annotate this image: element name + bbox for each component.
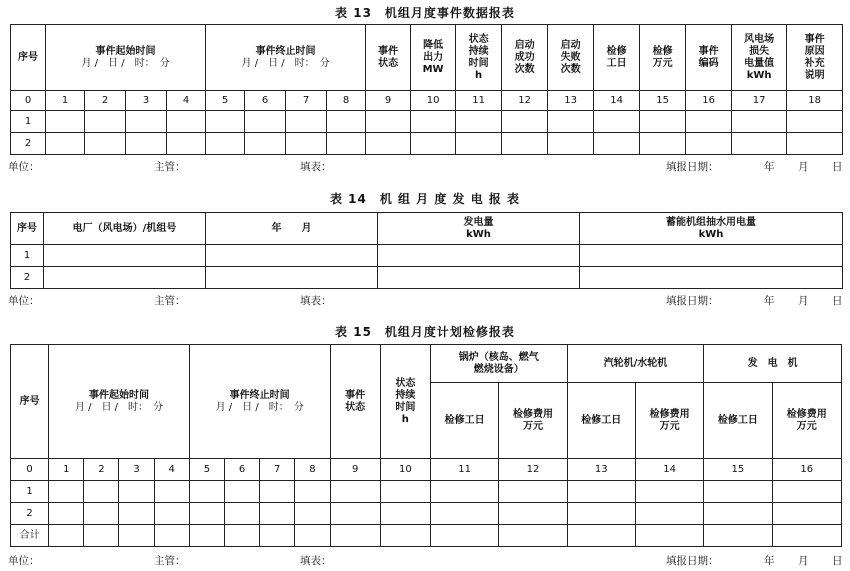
table-cell bbox=[189, 481, 224, 503]
table-cell bbox=[167, 133, 206, 155]
t14-header-plant: 电厂（风电场）/机组号 bbox=[44, 213, 206, 245]
table-cell bbox=[225, 503, 260, 525]
month-label: 月 bbox=[798, 161, 809, 173]
table14 bbox=[10, 212, 843, 289]
table14-title: 表 14 机 组 月 度 发 电 报 表 bbox=[329, 192, 521, 206]
table-cell bbox=[380, 525, 430, 547]
t13-start-sub: 月 / 日 / 时： 分 bbox=[81, 57, 170, 69]
t13-header-end-time bbox=[206, 25, 366, 91]
column-number: 13 bbox=[567, 459, 635, 481]
table-cell bbox=[119, 525, 154, 547]
column-number: 5 bbox=[206, 91, 245, 111]
t15-footer bbox=[8, 553, 842, 567]
t13-number-row bbox=[11, 91, 843, 111]
t14-header-year-month: 年 月 bbox=[206, 213, 378, 245]
table-cell bbox=[245, 111, 286, 133]
table-cell bbox=[206, 111, 245, 133]
table-cell bbox=[499, 525, 567, 547]
date-label: 填报日期： bbox=[666, 161, 719, 173]
t15-header-seq: 序号 bbox=[11, 345, 49, 459]
table15 bbox=[10, 344, 842, 547]
t15-boiler-days: 检修工日 bbox=[430, 383, 498, 459]
table-row bbox=[11, 503, 842, 525]
column-number: 6 bbox=[245, 91, 286, 111]
t14-row-seq: 1 bbox=[11, 245, 44, 267]
column-number: 14 bbox=[635, 459, 703, 481]
column-number: 1 bbox=[49, 459, 84, 481]
table-cell bbox=[704, 503, 772, 525]
column-number: 4 bbox=[154, 459, 189, 481]
column-number: 15 bbox=[704, 459, 772, 481]
column-number: 2 bbox=[84, 459, 119, 481]
row-seq: 1 bbox=[11, 111, 46, 133]
column-number: 6 bbox=[225, 459, 260, 481]
table-cell bbox=[499, 481, 567, 503]
table-cell bbox=[49, 525, 84, 547]
table-cell bbox=[380, 481, 430, 503]
table-cell bbox=[49, 503, 84, 525]
table-cell bbox=[456, 111, 502, 133]
t13-header-seq: 序号 bbox=[11, 25, 46, 91]
table-cell bbox=[502, 111, 548, 133]
table-cell bbox=[295, 503, 330, 525]
table-cell bbox=[46, 111, 85, 133]
t15-header-boiler: 锅炉（核岛、燃气 燃烧设备） bbox=[430, 345, 567, 383]
table-cell bbox=[411, 133, 456, 155]
column-number: 14 bbox=[594, 91, 640, 111]
table15-title: 表 15 机组月度计划检修报表 bbox=[335, 325, 515, 339]
t15-header-duration: 状态 持续 时间 h bbox=[380, 345, 430, 459]
column-number: 10 bbox=[411, 91, 456, 111]
table-cell bbox=[704, 481, 772, 503]
table-cell bbox=[772, 481, 841, 503]
filler-label: 填表： bbox=[300, 295, 332, 307]
unit-label: 单位： bbox=[8, 295, 40, 307]
table-cell bbox=[732, 133, 787, 155]
table-cell bbox=[85, 133, 126, 155]
t13-header-start-fail: 启动 失败 次数 bbox=[548, 25, 594, 91]
day-label: 日 bbox=[832, 161, 843, 173]
month-label: 月 bbox=[798, 295, 809, 307]
column-number: 1 bbox=[46, 91, 85, 111]
table-cell bbox=[295, 525, 330, 547]
column-number: 5 bbox=[189, 459, 224, 481]
column-number: 16 bbox=[772, 459, 841, 481]
t15-number-row bbox=[11, 459, 842, 481]
t15-boiler-cost: 检修费用 万元 bbox=[499, 383, 567, 459]
supervisor-label: 主管： bbox=[154, 295, 186, 307]
table-cell bbox=[567, 503, 635, 525]
table-cell bbox=[206, 133, 245, 155]
table-cell bbox=[46, 133, 85, 155]
table-cell bbox=[594, 111, 640, 133]
table-cell bbox=[49, 481, 84, 503]
t15-start-label: 事件起始时间 bbox=[89, 389, 149, 401]
t15-end-label: 事件终止时间 bbox=[229, 389, 290, 401]
t13-footer bbox=[8, 159, 842, 173]
unit-label: 单位： bbox=[8, 161, 40, 173]
table-cell bbox=[154, 525, 189, 547]
table-cell bbox=[260, 503, 295, 525]
row-seq: 2 bbox=[11, 133, 46, 155]
table-cell bbox=[548, 133, 594, 155]
column-number: 12 bbox=[499, 459, 567, 481]
t15-start-sub: 月 / 日 / 时： 分 bbox=[74, 401, 164, 413]
table-cell bbox=[635, 503, 703, 525]
date-label: 填报日期： bbox=[666, 295, 719, 307]
table-cell bbox=[225, 525, 260, 547]
column-number: 4 bbox=[167, 91, 206, 111]
column-number: 0 bbox=[11, 459, 49, 481]
table-cell bbox=[225, 481, 260, 503]
filler-label: 填表： bbox=[300, 161, 332, 173]
table-cell bbox=[327, 111, 366, 133]
t13-header-repair-days: 检修 工日 bbox=[594, 25, 640, 91]
column-number: 10 bbox=[380, 459, 430, 481]
t13-header-wind-loss: 风电场 损失 电量值 kWh bbox=[732, 25, 787, 91]
column-number: 12 bbox=[502, 91, 548, 111]
table-cell bbox=[126, 111, 167, 133]
table-cell bbox=[704, 525, 772, 547]
year-label: 年 bbox=[764, 161, 775, 173]
table-cell bbox=[84, 503, 119, 525]
table-cell bbox=[640, 111, 686, 133]
t13-header-cause: 事件 原因 补充 说明 bbox=[787, 25, 843, 91]
column-number: 8 bbox=[327, 91, 366, 111]
table-cell bbox=[330, 481, 380, 503]
table-cell bbox=[567, 525, 635, 547]
table-cell bbox=[189, 525, 224, 547]
column-number: 3 bbox=[119, 459, 154, 481]
table-cell bbox=[366, 111, 411, 133]
table-cell bbox=[295, 481, 330, 503]
t15-generator-cost: 检修费用 万元 bbox=[772, 383, 841, 459]
column-number: 17 bbox=[732, 91, 787, 111]
table-cell bbox=[85, 111, 126, 133]
table-cell bbox=[260, 525, 295, 547]
t15-end-sub: 月 / 日 / 时： 分 bbox=[215, 401, 304, 413]
table-cell bbox=[245, 133, 286, 155]
t13-header-derate: 降低 出力 MW bbox=[411, 25, 456, 91]
table-cell bbox=[686, 111, 732, 133]
table-cell bbox=[732, 111, 787, 133]
table-row bbox=[11, 133, 843, 155]
column-number: 2 bbox=[85, 91, 126, 111]
column-number: 7 bbox=[260, 459, 295, 481]
table-cell bbox=[330, 525, 380, 547]
t13-header-start-ok: 启动 成功 次数 bbox=[502, 25, 548, 91]
t15-turbine-days: 检修工日 bbox=[567, 383, 635, 459]
day-label: 日 bbox=[832, 295, 843, 307]
t13-end-label: 事件终止时间 bbox=[255, 45, 316, 57]
column-number: 7 bbox=[286, 91, 327, 111]
table-cell bbox=[119, 481, 154, 503]
supervisor-label: 主管： bbox=[154, 161, 186, 173]
t15-generator-days: 检修工日 bbox=[704, 383, 772, 459]
row-seq: 1 bbox=[11, 481, 49, 503]
t13-header-duration: 状态 持续 时间 h bbox=[456, 25, 502, 91]
table-cell bbox=[787, 111, 843, 133]
table-cell bbox=[126, 133, 167, 155]
table-cell bbox=[640, 133, 686, 155]
t15-header-turbine: 汽轮机/水轮机 bbox=[567, 345, 704, 383]
column-number: 9 bbox=[366, 91, 411, 111]
t14-header-seq: 序号 bbox=[11, 213, 44, 245]
unit-label: 单位： bbox=[8, 555, 40, 567]
column-number: 11 bbox=[430, 459, 498, 481]
table-cell bbox=[635, 525, 703, 547]
column-number: 3 bbox=[126, 91, 167, 111]
filler-label: 填表： bbox=[300, 555, 332, 567]
table-cell bbox=[411, 111, 456, 133]
table-cell bbox=[772, 525, 841, 547]
t13-header-code: 事件 编码 bbox=[686, 25, 732, 91]
column-number: 0 bbox=[11, 91, 46, 111]
t15-header-state: 事件 状态 bbox=[330, 345, 380, 459]
table-cell bbox=[594, 133, 640, 155]
table-cell bbox=[430, 525, 498, 547]
day-label: 日 bbox=[832, 555, 843, 567]
table-cell bbox=[772, 503, 841, 525]
table-cell bbox=[167, 111, 206, 133]
table-cell bbox=[567, 481, 635, 503]
t13-header-repair-cost: 检修 万元 bbox=[640, 25, 686, 91]
table-cell bbox=[635, 481, 703, 503]
table-cell bbox=[380, 503, 430, 525]
table-cell bbox=[502, 133, 548, 155]
t14-header-pump: 蓄能机组抽水用电量 kWh bbox=[580, 213, 843, 245]
table-cell bbox=[327, 133, 366, 155]
table-cell bbox=[456, 133, 502, 155]
month-label: 月 bbox=[798, 555, 809, 567]
table-cell bbox=[430, 503, 498, 525]
column-number: 16 bbox=[686, 91, 732, 111]
table-row bbox=[11, 245, 843, 267]
table-cell bbox=[366, 133, 411, 155]
t15-header-end-time bbox=[189, 345, 330, 459]
table-cell bbox=[686, 133, 732, 155]
t15-header-generator: 发 电 机 bbox=[704, 345, 842, 383]
t13-end-sub: 月 / 日 / 时： 分 bbox=[241, 57, 330, 69]
table-row bbox=[11, 481, 842, 503]
table13 bbox=[10, 24, 843, 155]
column-number: 13 bbox=[548, 91, 594, 111]
table-row bbox=[11, 111, 843, 133]
table-cell bbox=[154, 481, 189, 503]
t14-footer bbox=[8, 293, 842, 307]
year-label: 年 bbox=[764, 295, 775, 307]
table-cell bbox=[84, 525, 119, 547]
t13-header-start-time bbox=[46, 25, 206, 91]
table-cell bbox=[430, 481, 498, 503]
table-row bbox=[11, 267, 843, 289]
t14-row-seq: 2 bbox=[11, 267, 44, 289]
table-cell bbox=[286, 133, 327, 155]
table-cell bbox=[84, 481, 119, 503]
table-cell bbox=[499, 503, 567, 525]
table-row bbox=[11, 525, 842, 547]
row-seq: 合计 bbox=[11, 525, 49, 547]
table13-title: 表 13 机组月度事件数据报表 bbox=[335, 6, 515, 20]
table-cell bbox=[330, 503, 380, 525]
table-cell bbox=[787, 133, 843, 155]
year-label: 年 bbox=[764, 555, 775, 567]
table-cell bbox=[260, 481, 295, 503]
column-number: 8 bbox=[295, 459, 330, 481]
date-label: 填报日期： bbox=[666, 555, 719, 567]
t15-turbine-cost: 检修费用 万元 bbox=[635, 383, 703, 459]
table-cell bbox=[154, 503, 189, 525]
column-number: 9 bbox=[330, 459, 380, 481]
t13-header-state: 事件 状态 bbox=[366, 25, 411, 91]
column-number: 15 bbox=[640, 91, 686, 111]
table-cell bbox=[548, 111, 594, 133]
row-seq: 2 bbox=[11, 503, 49, 525]
t14-header-generation: 发电量 kWh bbox=[378, 213, 580, 245]
t15-header-start-time bbox=[49, 345, 190, 459]
table-cell bbox=[189, 503, 224, 525]
table-cell bbox=[119, 503, 154, 525]
column-number: 11 bbox=[456, 91, 502, 111]
t13-start-label: 事件起始时间 bbox=[95, 45, 156, 57]
column-number: 18 bbox=[787, 91, 843, 111]
table-cell bbox=[286, 111, 327, 133]
supervisor-label: 主管： bbox=[154, 555, 186, 567]
